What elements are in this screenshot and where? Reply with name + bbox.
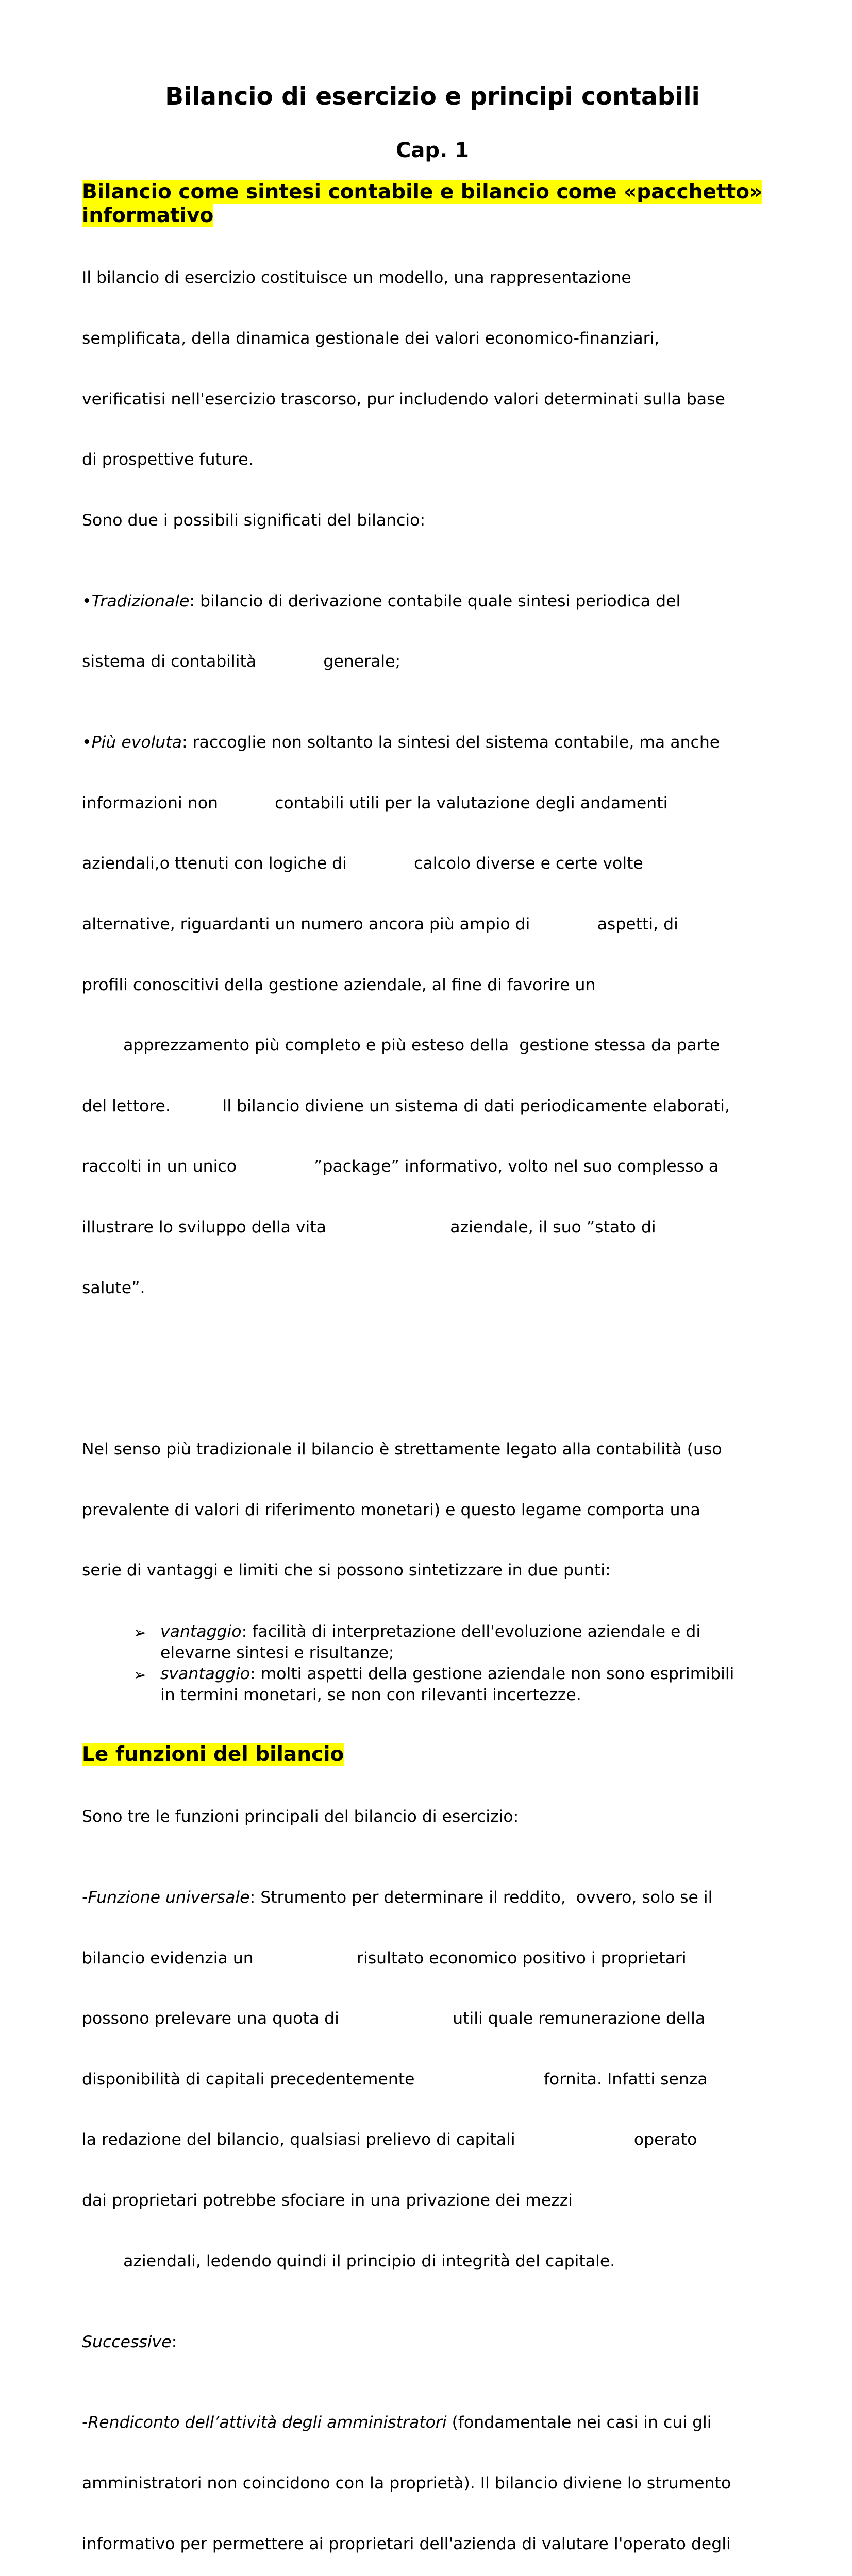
text-line: serie di vantaggi e limiti che si possono sintetizzare in due punti: <box>82 1561 611 1580</box>
text-line: sistema di contabilità generale; <box>82 652 401 671</box>
text-run: : Strumento per determinare il reddito, ovvero, solo se il <box>249 1888 713 1907</box>
heading-line: Le funzioni del bilancio <box>82 1742 344 1766</box>
page-content <box>82 77 783 2576</box>
text-line: elevarne sintesi e risultanze; <box>160 1643 394 1662</box>
meaning-traditional <box>82 591 783 612</box>
text-run: : <box>171 2332 177 2351</box>
function-universal <box>82 1888 783 1908</box>
text-line: Il bilancio di esercizio costituisce un modello, una rappresentazione <box>82 268 631 287</box>
text-line: aziendali,o ttenuti con logiche di calcolo diverse e certe volte <box>82 854 643 873</box>
text-line: informativo per permettere ai proprietari dell'azienda di valutare l'operato degli <box>82 2534 731 2553</box>
text-line <box>160 1621 783 1642</box>
term-funzione-universale: Funzione universale <box>88 1888 250 1907</box>
document-title: Bilancio di esercizio e principi contabili <box>165 82 700 111</box>
text-line: informazioni non contabili utili per la valutazione degli andamenti <box>82 793 668 812</box>
text-line: dai proprietari potrebbe sfociare in una privazione dei mezzi <box>82 2191 573 2210</box>
list-item-vantaggio <box>82 1621 783 1664</box>
successive-label <box>82 2332 783 2352</box>
paragraph-gap <box>82 1359 783 1379</box>
function-rendiconto <box>82 2413 783 2433</box>
text-line: verificatisi nell'esercizio trascorso, pur includendo valori determinati sulla base <box>82 389 725 409</box>
text-line: Nel senso più tradizionale il bilancio è strettamente legato alla contabilità (uso <box>82 1439 722 1459</box>
text-line: amministratori non coincidono con la proprietà). Il bilancio diviene lo strumento <box>82 2473 731 2493</box>
text-line: illustrare lo sviluppo della vita aziendale, il suo ”stato di <box>82 1217 656 1236</box>
chapter-label: Cap. 1 <box>396 139 469 162</box>
text-line: alternative, riguardanti un numero ancora più ampio di aspetti, di <box>82 914 678 934</box>
text-line: bilancio evidenzia un risultato economico positivo i proprietari <box>82 1948 687 1968</box>
advantages-list <box>82 1621 783 1706</box>
text-line <box>160 1664 783 1685</box>
section2-body <box>82 1767 783 2576</box>
term-svantaggio: svantaggio <box>160 1664 250 1683</box>
term-piu-evoluta: Più evoluta <box>91 733 182 752</box>
text-line: prevalente di valori di riferimento monetari) e questo legame comporta una <box>82 1500 700 1519</box>
text-line: apprezzamento più completo e più esteso della gestione stessa da parte <box>82 1036 720 1055</box>
text-run: (fondamentale nei casi in cui gli <box>446 2413 712 2432</box>
text-line: semplificata, della dinamica gestionale dei valori economico-finanziari, <box>82 329 660 348</box>
text-line: possono prelevare una quota di utili quale remunerazione della <box>82 2009 706 2028</box>
heading-line: Bilancio come sintesi contabile e bilancio come «pacchetto» <box>82 180 763 204</box>
text-line: raccolti in un unico ”package” informativo, volto nel suo complesso a <box>82 1157 719 1176</box>
text-line: la redazione del bilancio, qualsiasi prelievo di capitali operato <box>82 2130 697 2149</box>
bullet-dot: • <box>82 591 92 611</box>
arrow-bullet-icon: ➢ <box>133 1623 147 1642</box>
list-item-svantaggio <box>82 1664 783 1706</box>
text-run: : molti aspetti della gestione aziendale non sono esprimibili <box>250 1664 734 1683</box>
text-run: : bilancio di derivazione contabile quale sintesi periodica del <box>189 591 681 611</box>
text-run: : facilità di interpretazione dell'evoluzione aziendale e di <box>241 1622 701 1641</box>
text-line: salute”. <box>82 1278 145 1297</box>
meaning-evolved <box>82 733 783 753</box>
term-successive: Successive <box>82 2332 172 2351</box>
heading-line: informativo <box>82 204 214 227</box>
text-line: Sono tre le funzioni principali del bilancio di esercizio: <box>82 1807 519 1826</box>
section1-body <box>82 228 783 1621</box>
term-tradizionale: Tradizionale <box>91 591 190 611</box>
dash-prefix: - <box>82 2413 88 2432</box>
section-heading-funzioni <box>82 1743 783 1767</box>
text-run: : raccoglie non soltanto la sintesi del sistema contabile, ma anche <box>181 733 720 752</box>
text-line: disponibilità di capitali precedentemente fornita. Infatti senza <box>82 2070 708 2089</box>
term-rendiconto: Rendiconto dell’attività degli amministratori <box>88 2413 447 2432</box>
text-line: Sono due i possibili significati del bilancio: <box>82 511 426 530</box>
dash-prefix: - <box>82 1888 88 1907</box>
arrow-bullet-icon: ➢ <box>133 1666 147 1684</box>
text-line: in termini monetari, se non con rilevanti incertezze. <box>160 1685 581 1704</box>
text-line: del lettore. Il bilancio diviene un sistema di dati periodicamente elaborati, <box>82 1096 730 1115</box>
text-line: profili conoscitivi della gestione aziendale, al fine di favorire un <box>82 975 596 994</box>
text-line: di prospettive future. <box>82 450 254 469</box>
term-vantaggio: vantaggio <box>160 1622 242 1641</box>
bullet-dot: • <box>82 733 92 752</box>
text-line: aziendali, ledendo quindi il principio di integrità del capitale. <box>82 2251 615 2270</box>
section-heading-bilancio-sintesi <box>82 180 783 228</box>
